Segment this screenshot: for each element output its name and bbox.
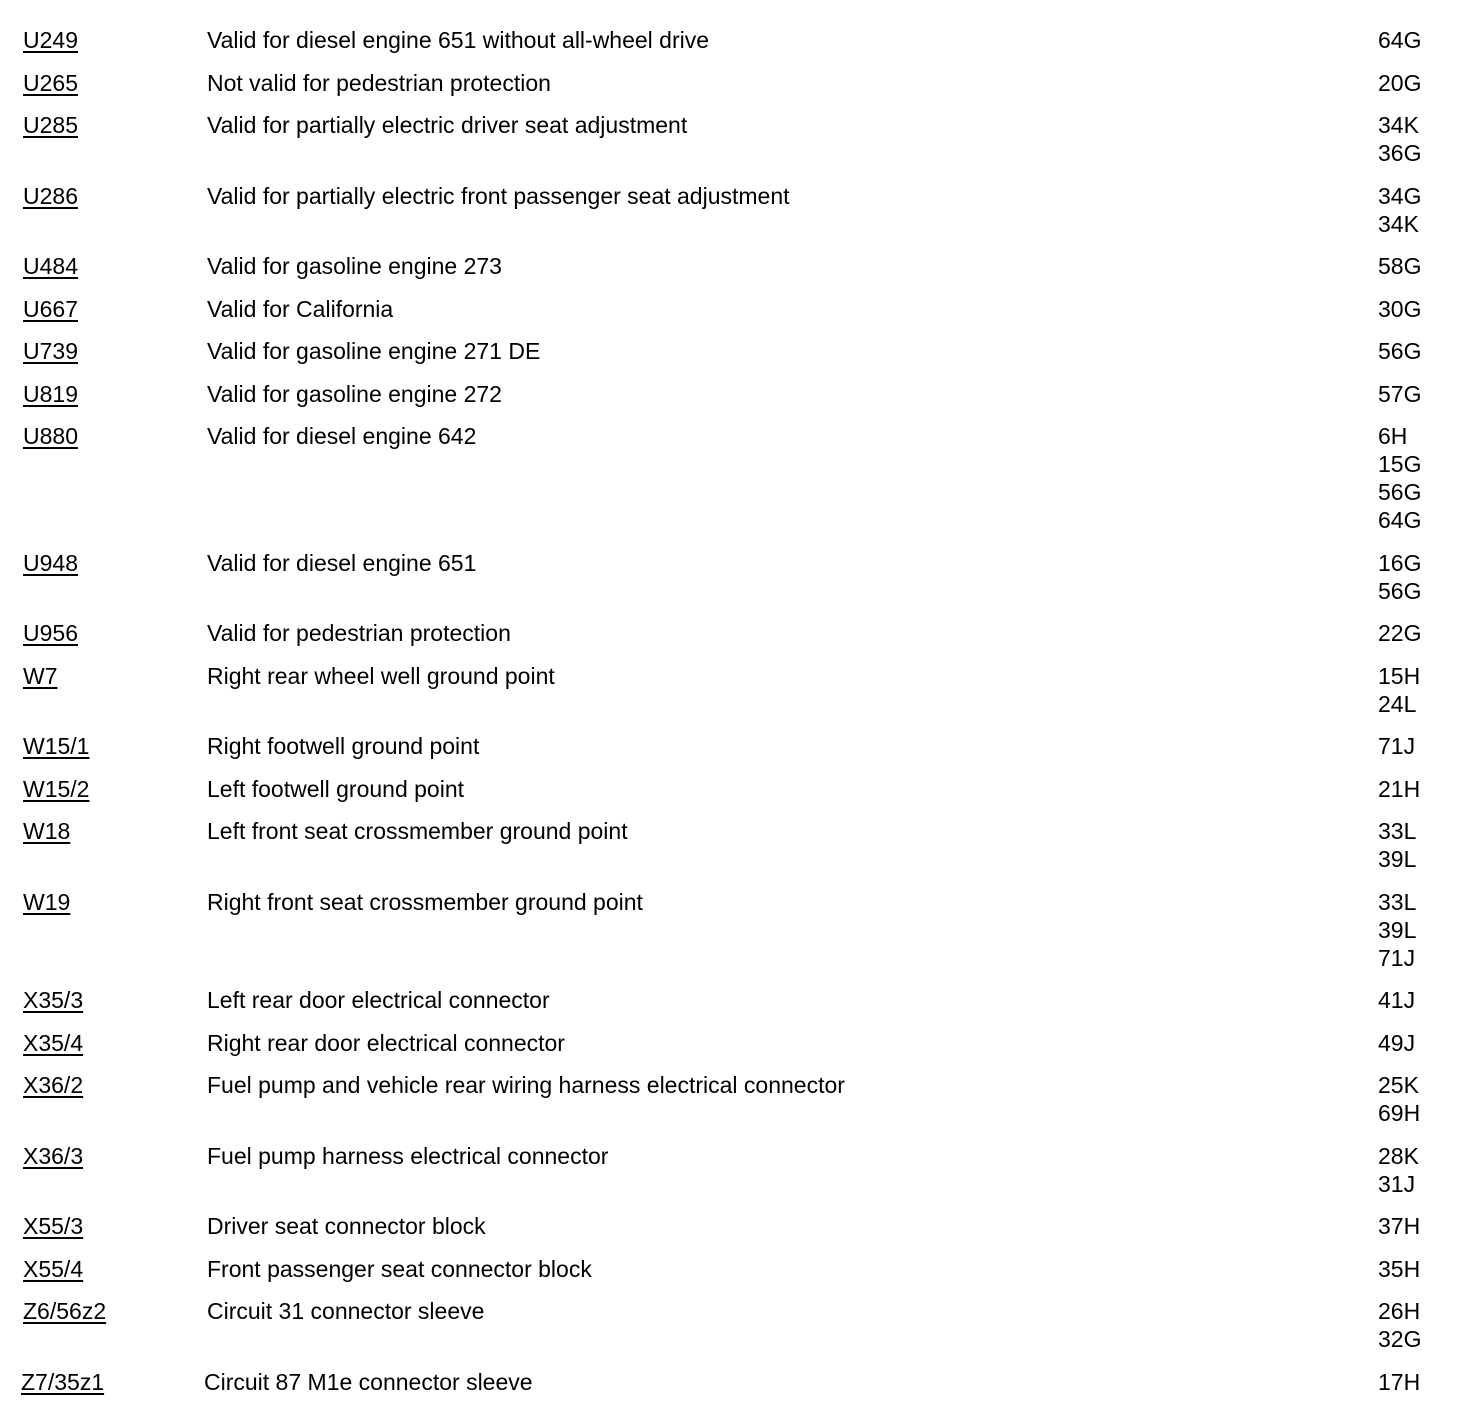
grid-reference: 49J	[1378, 1029, 1416, 1056]
grid-references	[1378, 619, 1458, 647]
grid-reference: 16G	[1378, 549, 1422, 576]
legend-row	[0, 1368, 1472, 1396]
component-description: Fuel pump and vehicle rear wiring harness electrical connector	[207, 1072, 845, 1099]
grid-reference: 56G	[1378, 577, 1422, 604]
grid-references	[1378, 1255, 1458, 1283]
component-description: Valid for pedestrian protection	[207, 620, 511, 647]
component-legend	[0, 26, 1472, 1410]
component-description: Right footwell ground point	[207, 733, 480, 760]
grid-reference: 71J	[1378, 944, 1416, 971]
legend-row	[0, 380, 1472, 408]
component-description: Valid for California	[207, 295, 394, 322]
grid-reference: 30G	[1378, 295, 1422, 322]
component-code-link[interactable]: U948	[23, 549, 78, 576]
grid-reference: 20G	[1378, 69, 1422, 96]
legend-row	[0, 337, 1472, 365]
legend-row	[0, 1255, 1472, 1283]
grid-reference: 34G	[1378, 182, 1422, 209]
grid-reference: 22G	[1378, 620, 1422, 647]
component-code-link[interactable]: U880	[23, 423, 78, 450]
grid-references	[1378, 295, 1458, 323]
grid-references	[1378, 775, 1458, 803]
component-code-link[interactable]: U819	[23, 380, 78, 407]
grid-reference: 24L	[1378, 690, 1417, 717]
grid-references	[1378, 1368, 1458, 1396]
component-code-link[interactable]: U667	[23, 295, 78, 322]
component-code-link[interactable]: U285	[23, 112, 78, 139]
legend-row	[0, 1297, 1472, 1353]
component-code-link[interactable]: U956	[23, 620, 78, 647]
component-description: Not valid for pedestrian protection	[207, 69, 551, 96]
grid-reference: 56G	[1378, 338, 1422, 365]
legend-row	[0, 295, 1472, 323]
component-description: Valid for partially electric front passenger seat adjustment	[207, 182, 790, 209]
grid-reference: 69H	[1378, 1100, 1421, 1127]
grid-reference: 17H	[1378, 1368, 1421, 1395]
component-code-link[interactable]: U249	[23, 27, 78, 53]
component-description: Front passenger seat connector block	[207, 1255, 592, 1282]
grid-reference: 56G	[1378, 479, 1422, 506]
component-description: Valid for partially electric driver seat adjustment	[207, 112, 688, 139]
grid-reference: 6H	[1378, 423, 1408, 450]
legend-row	[0, 817, 1472, 873]
legend-row	[0, 422, 1472, 534]
legend-row	[0, 662, 1472, 718]
component-description: Driver seat connector block	[207, 1213, 486, 1240]
grid-reference: 28K	[1378, 1142, 1419, 1169]
grid-references	[1378, 111, 1458, 167]
grid-reference: 34K	[1378, 112, 1419, 139]
grid-references	[1378, 1029, 1458, 1057]
component-code-link[interactable]: W18	[23, 818, 71, 845]
component-description: Valid for diesel engine 642	[207, 423, 477, 450]
grid-reference: 32G	[1378, 1326, 1422, 1353]
component-code-link[interactable]: X55/3	[23, 1213, 84, 1240]
legend-row	[0, 26, 1472, 54]
grid-reference: 33L	[1378, 888, 1417, 915]
component-description: Valid for diesel engine 651 without all-wheel drive	[207, 27, 710, 53]
grid-reference: 33L	[1378, 818, 1417, 845]
grid-references	[1378, 26, 1458, 54]
component-code-link[interactable]: X36/2	[23, 1072, 84, 1099]
legend-row	[0, 986, 1472, 1014]
legend-row	[0, 69, 1472, 97]
grid-reference: 36G	[1378, 140, 1422, 167]
legend-row	[0, 1212, 1472, 1240]
grid-reference: 25K	[1378, 1072, 1419, 1099]
grid-references	[1378, 1212, 1458, 1240]
grid-reference: 64G	[1378, 27, 1422, 53]
grid-references	[1378, 662, 1458, 718]
component-code-link[interactable]: X35/3	[23, 987, 84, 1014]
grid-references	[1378, 182, 1458, 238]
grid-reference: 26H	[1378, 1298, 1421, 1325]
component-description: Valid for gasoline engine 272	[207, 380, 502, 407]
component-description: Right front seat crossmember ground point	[207, 888, 643, 915]
component-description: Circuit 87 M1e connector sleeve	[204, 1368, 533, 1395]
grid-references	[1378, 732, 1458, 760]
grid-reference: 64G	[1378, 507, 1422, 534]
component-description: Circuit 31 connector sleeve	[207, 1298, 485, 1325]
grid-reference: 15H	[1378, 662, 1421, 689]
legend-row	[0, 888, 1472, 972]
grid-reference: 71J	[1378, 733, 1416, 760]
legend-row	[0, 619, 1472, 647]
component-description: Left rear door electrical connector	[207, 987, 550, 1014]
grid-reference: 41J	[1378, 987, 1416, 1014]
component-code-link[interactable]: W7	[23, 662, 58, 689]
component-code-link[interactable]: U265	[23, 69, 78, 96]
grid-references	[1378, 986, 1458, 1014]
component-code-link[interactable]: Z7/35z1	[21, 1368, 105, 1395]
grid-references	[1378, 549, 1458, 605]
grid-reference: 31J	[1378, 1170, 1416, 1197]
grid-reference: 37H	[1378, 1213, 1421, 1240]
component-code-link[interactable]: U484	[23, 252, 78, 279]
legend-row	[0, 1142, 1472, 1198]
component-description: Right rear wheel well ground point	[207, 662, 555, 689]
grid-references	[1378, 422, 1458, 534]
grid-reference: 15G	[1378, 451, 1422, 478]
component-description: Valid for gasoline engine 271 DE	[207, 338, 541, 365]
legend-row	[0, 549, 1472, 605]
grid-references	[1378, 380, 1458, 408]
component-description: Left footwell ground point	[207, 775, 465, 802]
grid-reference: 34K	[1378, 210, 1419, 237]
legend-row	[0, 1071, 1472, 1127]
component-description: Right rear door electrical connector	[207, 1029, 565, 1056]
component-code-link[interactable]: W15/1	[23, 733, 90, 760]
component-description: Fuel pump harness electrical connector	[207, 1142, 609, 1169]
component-code-link[interactable]: X35/4	[23, 1029, 84, 1056]
legend-row	[0, 111, 1472, 167]
component-code-link[interactable]: W15/2	[23, 775, 90, 802]
component-code-link[interactable]: U286	[23, 182, 78, 209]
grid-reference: 35H	[1378, 1255, 1421, 1282]
component-code-link[interactable]: U739	[23, 338, 78, 365]
grid-reference: 21H	[1378, 775, 1421, 802]
component-description: Valid for diesel engine 651	[207, 549, 477, 576]
grid-reference: 57G	[1378, 380, 1422, 407]
component-code-link[interactable]: X36/3	[23, 1142, 84, 1169]
grid-references	[1378, 888, 1458, 972]
grid-references	[1378, 1142, 1458, 1198]
legend-row	[0, 732, 1472, 760]
legend-row	[0, 252, 1472, 280]
grid-references	[1378, 252, 1458, 280]
component-description: Valid for gasoline engine 273	[207, 252, 502, 279]
component-code-link[interactable]: W19	[23, 888, 71, 915]
component-code-link[interactable]: X55/4	[23, 1255, 84, 1282]
grid-references	[1378, 337, 1458, 365]
component-description: Left front seat crossmember ground point	[207, 818, 628, 845]
grid-references	[1378, 817, 1458, 873]
legend-row	[0, 182, 1472, 238]
component-code-link[interactable]: Z6/56z2	[23, 1298, 107, 1325]
grid-references	[1378, 1071, 1458, 1127]
legend-row	[0, 775, 1472, 803]
grid-reference: 39L	[1378, 846, 1417, 873]
grid-reference: 39L	[1378, 916, 1417, 943]
grid-references	[1378, 69, 1458, 97]
grid-reference: 58G	[1378, 252, 1422, 279]
grid-references	[1378, 1297, 1458, 1353]
legend-row	[0, 1029, 1472, 1057]
